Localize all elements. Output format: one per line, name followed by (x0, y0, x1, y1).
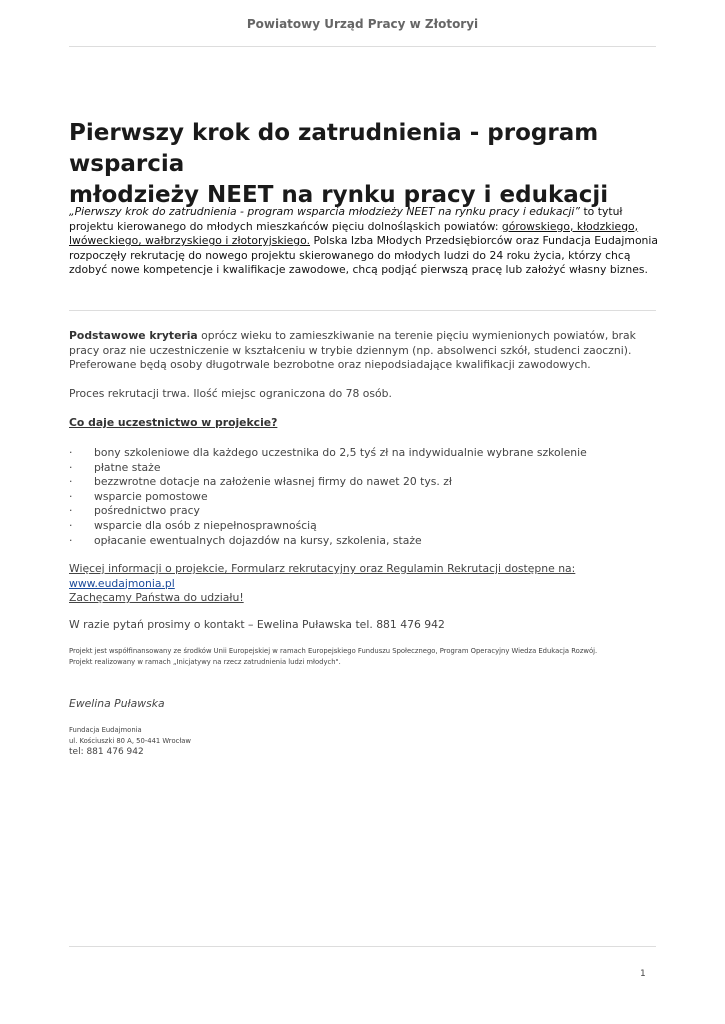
funding-line-2: Projekt realizowany w ramach „Inicjatywy na rzecz zatrudnienia ludzi młodych". (69, 657, 341, 666)
recruitment-status: Proces rekrutacji trwa. Ilość miejsc ograniczona do 78 osób. (69, 387, 392, 400)
bullet-marker: · (69, 446, 73, 459)
header-divider (69, 46, 656, 47)
funding-note (69, 646, 659, 667)
project-name: „Pierwszy krok do zatrudnienia - program wsparcia młodzieży NEET na rynku pracy i edukacji” (69, 205, 581, 218)
benefit-item (69, 461, 659, 476)
section-divider (69, 310, 656, 311)
benefits-heading-text: Co daje uczestnictwo w projekcie? (69, 416, 278, 429)
criteria-label: Podstawowe kryteria (69, 329, 198, 342)
intro-text-2: Polska Izba Młodych Przedsiębiorców oraz Fundacja Eudajmonia rozpoczęły rekrutację do nowego projektu skierowanego do młodych ludzi do 24 roku życia, którzy chcą zdobyć nowe kompetencje i kwalifikacje zawodowe, chcą podjąć pierwszą pracę lub założyć własny biznes. (69, 234, 659, 277)
funding-line-1: Projekt jest współfinansowany ze środków Unii Europejskiej w ramach Europejskiego Funduszu Społecznego, Program Operacyjny Wiedza Edukacja Rozwój. (69, 647, 598, 655)
criteria-preference: Preferowane będą osoby długotrwale bezrobotne oraz niepodsiadające kwalifikacji zawodowych. (69, 358, 591, 372)
title-line-2: młodzieży NEET na rynku pracy i edukacji (69, 182, 609, 208)
criteria-section (69, 329, 659, 373)
benefit-text: wsparcie dla osób z niepełnosprawnością (94, 518, 317, 532)
benefit-item (69, 519, 659, 534)
bullet-marker: · (69, 533, 73, 547)
benefit-text: opłacanie ewentualnych dojazdów na kursy, szkolenia, staże (94, 533, 422, 547)
page-number: 1 (640, 969, 646, 979)
benefit-item (69, 446, 659, 461)
org-name: Fundacja Eudajmonia (69, 726, 142, 734)
benefit-item (69, 504, 659, 519)
signature: Ewelina Puławska (69, 697, 165, 710)
bullet-marker: · (69, 504, 73, 518)
bullet-marker: · (69, 518, 73, 532)
footer-divider (69, 946, 656, 947)
bullet-marker: · (69, 460, 73, 474)
criteria-text: oprócz wieku to zamieszkiwanie na terenie pięciu wymienionych powiatów, brak pracy oraz nie uczestniczenie w kształceniu w trybie dziennym (np. absolwenci szkół, studenci zaoczni). (69, 329, 636, 357)
benefit-item (69, 490, 659, 505)
org-phone: tel: 881 476 942 (69, 747, 144, 757)
title-line-1: Pierwszy krok do zatrudnienia - program wsparcia (69, 120, 599, 177)
more-info-section (69, 562, 659, 606)
intro-text-1: to tytuł projektu kierowanego do młodych mieszkańców pięciu dolnośląskich powiatów: (69, 205, 623, 233)
benefit-text: bony szkoleniowe dla każdego uczestnika do 2,5 tyś zł na indywidualnie wybrane szkolenie (94, 446, 587, 459)
site-header: Powiatowy Urząd Pracy w Złotoryi (246, 17, 479, 31)
encouragement-text: Zachęcamy Państwa do udziału! (69, 591, 244, 605)
intro-paragraph (69, 205, 659, 278)
more-info-text: Więcej informacji o projekcie, Formularz rekrutacyjny oraz Regulamin Rekrutacji dostępne na: (69, 562, 576, 575)
bullet-marker: · (69, 475, 73, 489)
eudajmonia-link[interactable]: www.eudajmonia.pl (69, 576, 175, 590)
contact-text: W razie pytań prosimy o kontakt – Ewelina Puławska tel. 881 476 942 (69, 618, 445, 631)
benefits-list (69, 446, 659, 548)
page-title (69, 118, 669, 211)
benefit-text: bezzwrotne dotacje na założenie własnej firmy do nawet 20 tys. zł (94, 475, 452, 489)
districts-list: górowskiego, kłodzkiego, lwóweckiego, wałbrzyskiego i złotoryjskiego. (69, 219, 639, 248)
benefit-item (69, 534, 659, 549)
bullet-marker: · (69, 489, 73, 503)
benefit-text: pośrednictwo pracy (94, 504, 200, 518)
benefit-text: płatne staże (94, 460, 161, 474)
org-address: ul. Kościuszki 80 A, 50-441 Wrocław (69, 736, 191, 745)
benefit-text: wsparcie pomostowe (94, 489, 208, 503)
organization-info (69, 725, 659, 758)
benefits-heading (69, 416, 659, 431)
benefit-item (69, 475, 659, 490)
